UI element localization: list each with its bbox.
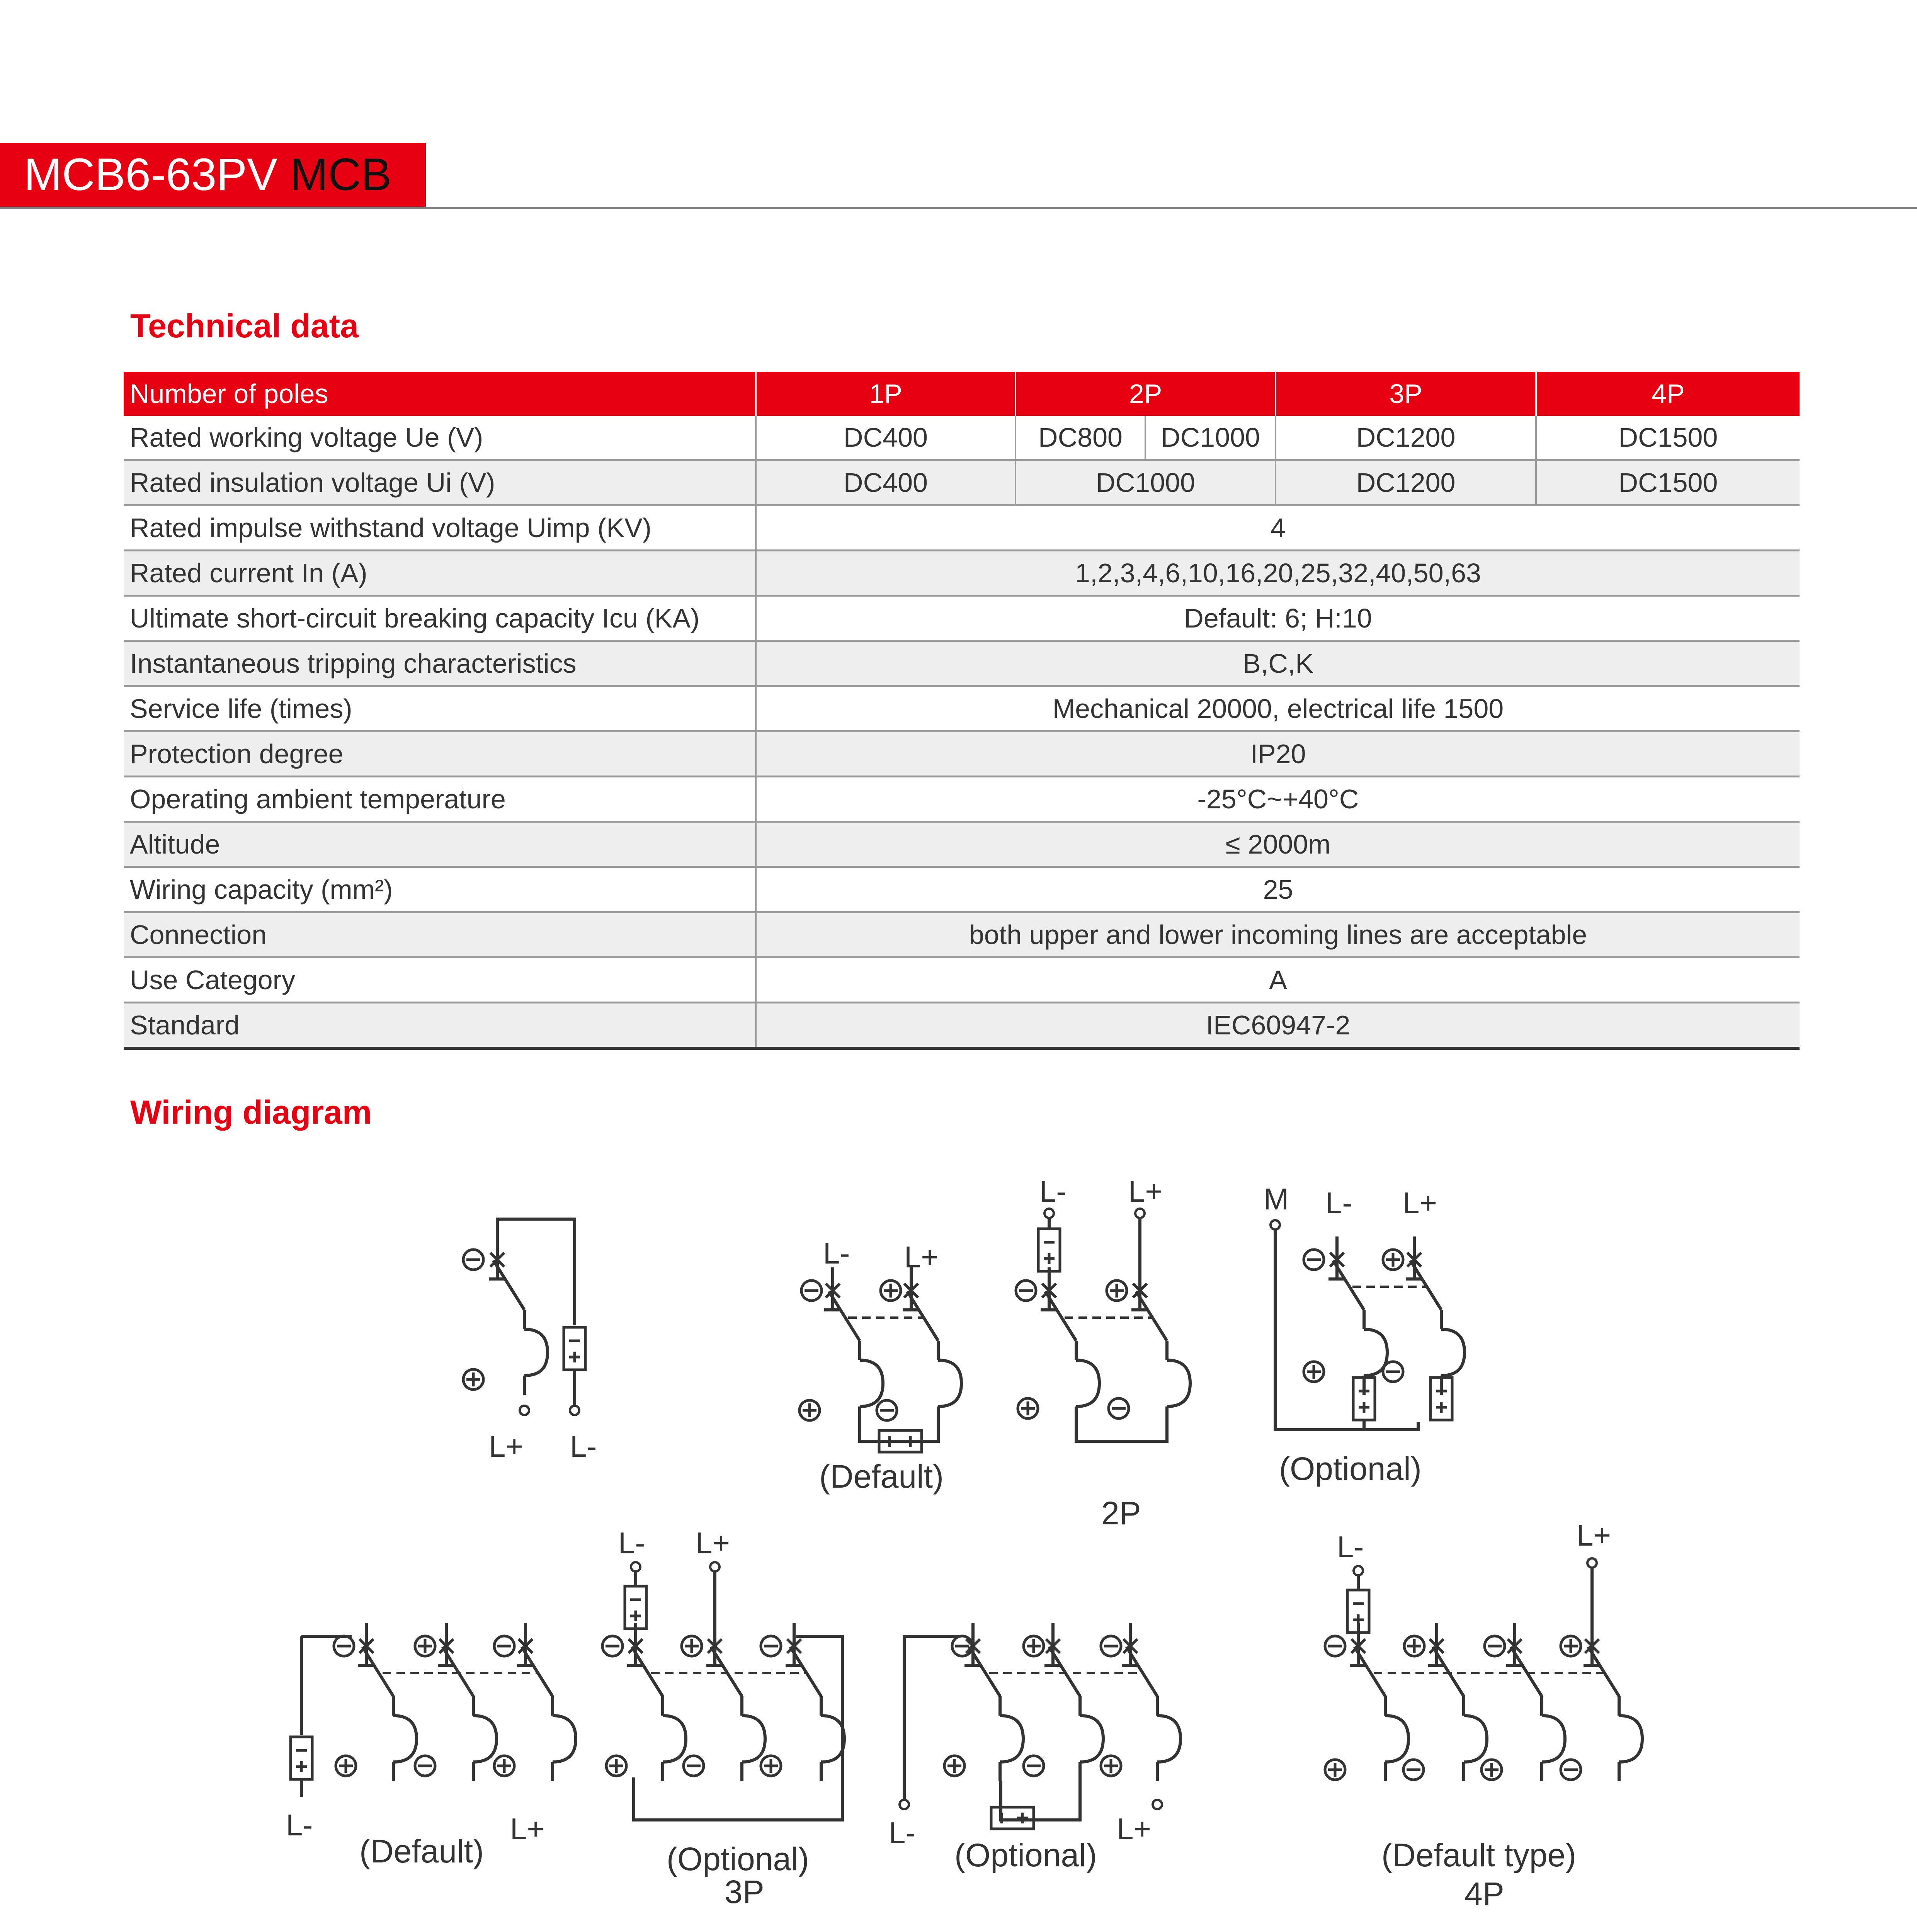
row-label: Standard (124, 1003, 756, 1049)
cell-value: both upper and lower incoming lines are acceptable (756, 912, 1800, 957)
wiring-diagram-title: Wiring diagram (130, 1094, 372, 1131)
table-row (124, 551, 1800, 596)
label-2p: 2P (1101, 1495, 1141, 1531)
diagram-3p-optional-2 (889, 1623, 1180, 1873)
svg-text:L-: L- (1039, 1174, 1067, 1208)
cell-value: A (756, 957, 1800, 1003)
diagram-2p-middle (1016, 1174, 1190, 1531)
cell-value: 25 (756, 867, 1800, 912)
row-label: Ultimate short-circuit breaking capacity Icu (KA) (124, 596, 756, 641)
svg-text:L-: L- (286, 1808, 313, 1842)
model-name: MCB6-63PV (24, 149, 277, 200)
cell-value: DC1200 (1276, 460, 1536, 505)
cell-value: DC1500 (1536, 460, 1800, 505)
row-label: Rated working voltage Ue (V) (124, 416, 756, 460)
svg-text:L+: L+ (904, 1240, 939, 1274)
svg-text:L-: L- (823, 1236, 850, 1270)
svg-text:L+: L+ (1117, 1812, 1151, 1846)
row-label: Operating ambient temperature (124, 777, 756, 822)
header-cell: 4P (1536, 372, 1800, 416)
header-cell: 2P (1015, 372, 1276, 416)
row-label: Instantaneous tripping characteristics (124, 641, 756, 686)
table-row (124, 867, 1800, 912)
cell-value: DC1500 (1536, 416, 1800, 460)
row-label: Rated impulse withstand voltage Uimp (KV) (124, 505, 756, 551)
diagram-2p-default (799, 1236, 961, 1495)
row-label: Service life (times) (124, 686, 756, 731)
table-row (124, 505, 1800, 551)
cell-value: Default: 6; H:10 (756, 596, 1800, 641)
row-label: Protection degree (124, 731, 756, 777)
label-default-type: (Default type) (1381, 1837, 1577, 1873)
svg-text:L+: L+ (696, 1526, 730, 1560)
svg-text:L-: L- (618, 1526, 645, 1560)
header-cell: Number of poles (124, 372, 756, 416)
model-suffix: MCB (290, 149, 391, 200)
cell-value: DC1000 (1015, 460, 1276, 505)
cell-value: DC400 (756, 416, 1015, 460)
table-row (124, 641, 1800, 686)
svg-text:L+: L+ (1577, 1518, 1611, 1552)
label-m: M (1264, 1182, 1289, 1216)
svg-text:L+: L+ (510, 1812, 544, 1846)
diagram-3p-optional-1 (602, 1526, 844, 1910)
table-row (124, 596, 1800, 641)
cell-value: DC1200 (1276, 416, 1536, 460)
table-row (124, 957, 1800, 1003)
diagram-4p-default (1325, 1518, 1642, 1912)
cell-value: 1,2,3,4,6,10,16,20,25,32,40,50,63 (756, 551, 1800, 596)
table-row (124, 416, 1800, 460)
cell-value: DC800 (1015, 416, 1145, 460)
svg-text:L+: L+ (1403, 1186, 1437, 1220)
page-title (24, 143, 391, 207)
table-row (124, 731, 1800, 777)
svg-text:(Optional): (Optional) (667, 1841, 809, 1877)
diagram-1p (463, 1219, 597, 1463)
cell-value: -25°C~+40°C (756, 777, 1800, 822)
label-optional: (Optional) (1279, 1451, 1422, 1487)
cell-value: Mechanical 20000, electrical life 1500 (756, 686, 1800, 731)
wiring-diagrams (0, 1140, 1917, 1932)
row-label: Use Category (124, 957, 756, 1003)
cell-value: DC400 (756, 460, 1015, 505)
label-lminus: L- (570, 1429, 597, 1463)
cell-value: 4 (756, 505, 1800, 551)
cell-value: IP20 (756, 731, 1800, 777)
header-cell: 3P (1276, 372, 1536, 416)
table-header-row (124, 372, 1800, 416)
technical-data-table (124, 372, 1800, 1050)
label-4p: 4P (1465, 1876, 1504, 1912)
label-lplus: L+ (489, 1429, 523, 1463)
table-row (124, 777, 1800, 822)
table-row (124, 460, 1800, 505)
svg-text:L+: L+ (1128, 1174, 1163, 1208)
table-row (124, 822, 1800, 867)
diagram-3p-default (286, 1623, 576, 1869)
diagram-2p-optional (1264, 1182, 1465, 1487)
row-label: Connection (124, 912, 756, 957)
label-3p: 3P (725, 1874, 764, 1910)
row-label: Rated insulation voltage Ui (V) (124, 460, 756, 505)
label-default: (Default) (819, 1458, 944, 1495)
table-row (124, 1003, 1800, 1049)
table-row (124, 686, 1800, 731)
cell-value: B,C,K (756, 641, 1800, 686)
header-cell: 1P (756, 372, 1015, 416)
header-divider (0, 207, 1917, 209)
table-row (124, 912, 1800, 957)
row-label: Rated current In (A) (124, 551, 756, 596)
svg-text:(Optional): (Optional) (954, 1837, 1097, 1873)
cell-value: IEC60947-2 (756, 1003, 1800, 1049)
svg-text:(Default): (Default) (359, 1833, 484, 1869)
technical-data-title: Technical data (130, 308, 359, 345)
svg-text:L-: L- (1337, 1530, 1364, 1564)
svg-text:L-: L- (889, 1816, 916, 1850)
cell-value: DC1000 (1145, 416, 1276, 460)
row-label: Altitude (124, 822, 756, 867)
svg-text:L-: L- (1325, 1186, 1352, 1220)
cell-value: ≤ 2000m (756, 822, 1800, 867)
row-label: Wiring capacity (mm²) (124, 867, 756, 912)
